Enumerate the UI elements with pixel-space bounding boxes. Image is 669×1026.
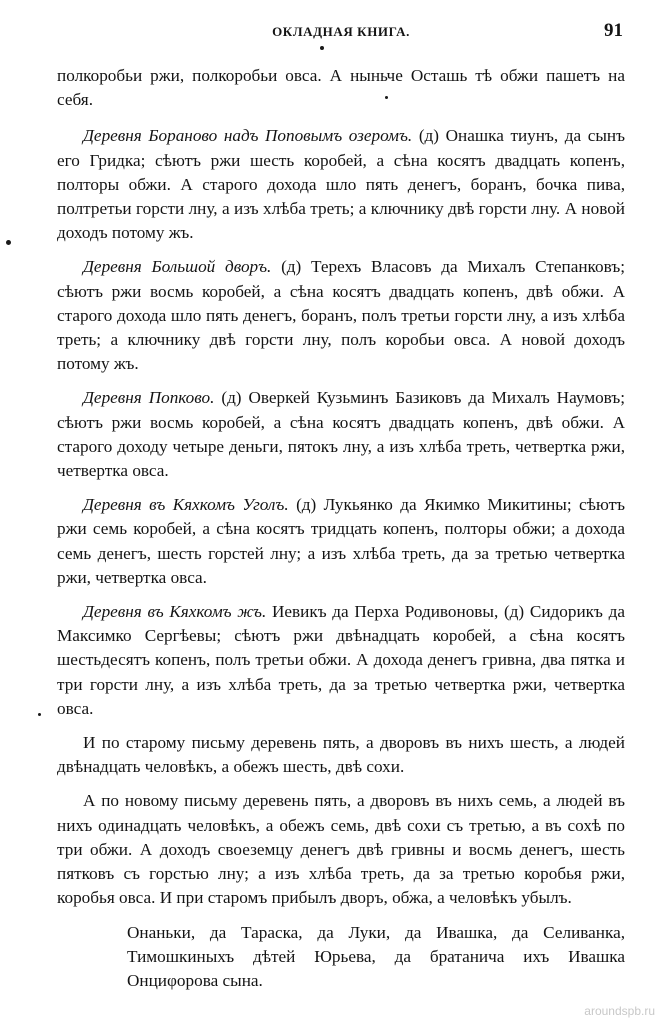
- print-speck: [6, 240, 11, 245]
- watermark: aroundspb.ru: [584, 1004, 655, 1018]
- paragraph-text: А по новому письму деревень пять, а дворовъ въ нихъ семь, а людей въ нихъ одинадцать человѣкъ, а обежъ семь, двѣ сохи съ третью, а въ сохѣ по три обжи. А доходъ своеземцу денегъ двѣ гривны и восмь денегъ, шесть пятковъ съ горстью лну; а изъ хлѣба треть, да за третью коробья ржи, коробья овса. И при старомъ прибылъ дворъ, обжа, а человѣкъ убылъ.: [57, 791, 625, 908]
- running-title: ОКЛАДНАЯ КНИГА.: [272, 24, 410, 39]
- page-text: [57, 64, 625, 993]
- paragraph-text: Иевикъ да Перха Родивоновы, (д) Сидорикъ да Максимко Сергѣевы; сѣютъ ржи двѣнадцать коробей, а сѣна косятъ шестьдесятъ копенъ, полъ третьи обжи. А дохода денегъ гривна, два пятка и три горсти лну, а изъ хлѣба треть, да за третью четвертка ржи, четвертка овса.: [57, 602, 625, 718]
- village-name: Деревня Попково.: [83, 388, 215, 408]
- paragraph-continuation: [57, 64, 625, 112]
- print-speck: [38, 713, 41, 716]
- entry-paragraph: [57, 255, 625, 376]
- running-head: [57, 20, 625, 44]
- paragraph-text: (д) Онашка тиунъ, да сынъ его Гридка; сѣютъ ржи шесть коробей, а сѣна косятъ двадцать копенъ, полторы обжи. А старого дохода шло пять денегъ, боранъ, бочка пива, полтретьи горсти лну, а изъ хлѣба треть; а ключнику двѣ горсти лну. А новой доходъ потому жъ.: [57, 126, 625, 243]
- village-name: Деревня Бораново надъ Поповымъ озеромъ.: [83, 126, 413, 146]
- village-name: Деревня въ Кяхкомъ Уголъ.: [83, 495, 289, 515]
- owners-closing: Онаньки, да Тараска, да Луки, да Ивашка, да Селиванка, Тимошкиныхъ дѣтей Юрьева, да братанича ихъ Ивашка Онциφорова сына.: [127, 922, 625, 990]
- paragraph-text: (д) Лукьянко да Якимко Микитины; сѣютъ ржи семь коробей, а сѣна косятъ тридцать копенъ, полторы обжи; а дохода семь денегъ, шесть горстей лну; а изъ хлѣба треть, да за третью четвертка ржи, четвертка овса.: [57, 495, 625, 587]
- village-name: Деревня Большой дворъ.: [83, 257, 272, 277]
- village-name: Деревня въ Кяхкомъ жъ.: [83, 602, 267, 622]
- summary-paragraph-new: [57, 789, 625, 910]
- entry-paragraph: [57, 600, 625, 721]
- entry-paragraph: [57, 124, 625, 245]
- print-speck: [320, 46, 324, 50]
- entry-paragraph: [57, 493, 625, 590]
- paragraph-text: полкоробьи ржи, полкоробьи овса. А ныньче Осташь тѣ обжи пашетъ на себя.: [57, 66, 625, 110]
- entry-paragraph: [57, 386, 625, 483]
- paragraph-text: (д) Оверкей Кузьминъ Базиковъ да Михалъ Наумовъ; сѣютъ ржи восмь коробей, а сѣна косятъ двадцать копенъ, двѣ обжи. А старого доходу четыре деньги, пятокъ лну, а изъ хлѣба треть, четвертка ржи, четвертка овса.: [57, 388, 626, 481]
- paragraph-text: (д) Терехъ Власовъ да Михалъ Степанковъ; сѣютъ ржи восмь коробей, а сѣна косятъ двадцать копенъ, двѣ обжи. А старого дохода шло пять денегъ, боранъ, полъ третьи горсти лну, а изъ хлѣба треть; а ключнику двѣ горсти лну, полъ коробьи овса. А новой доходъ потому жъ.: [57, 257, 625, 374]
- summary-paragraph-old: [57, 731, 625, 779]
- paragraph-text: И по старому письму деревень пять, а дворовъ въ нихъ шесть, а людей двѣнадцать человѣкъ, а обежъ шесть, двѣ сохи.: [57, 733, 625, 777]
- page-number: 91: [604, 20, 623, 41]
